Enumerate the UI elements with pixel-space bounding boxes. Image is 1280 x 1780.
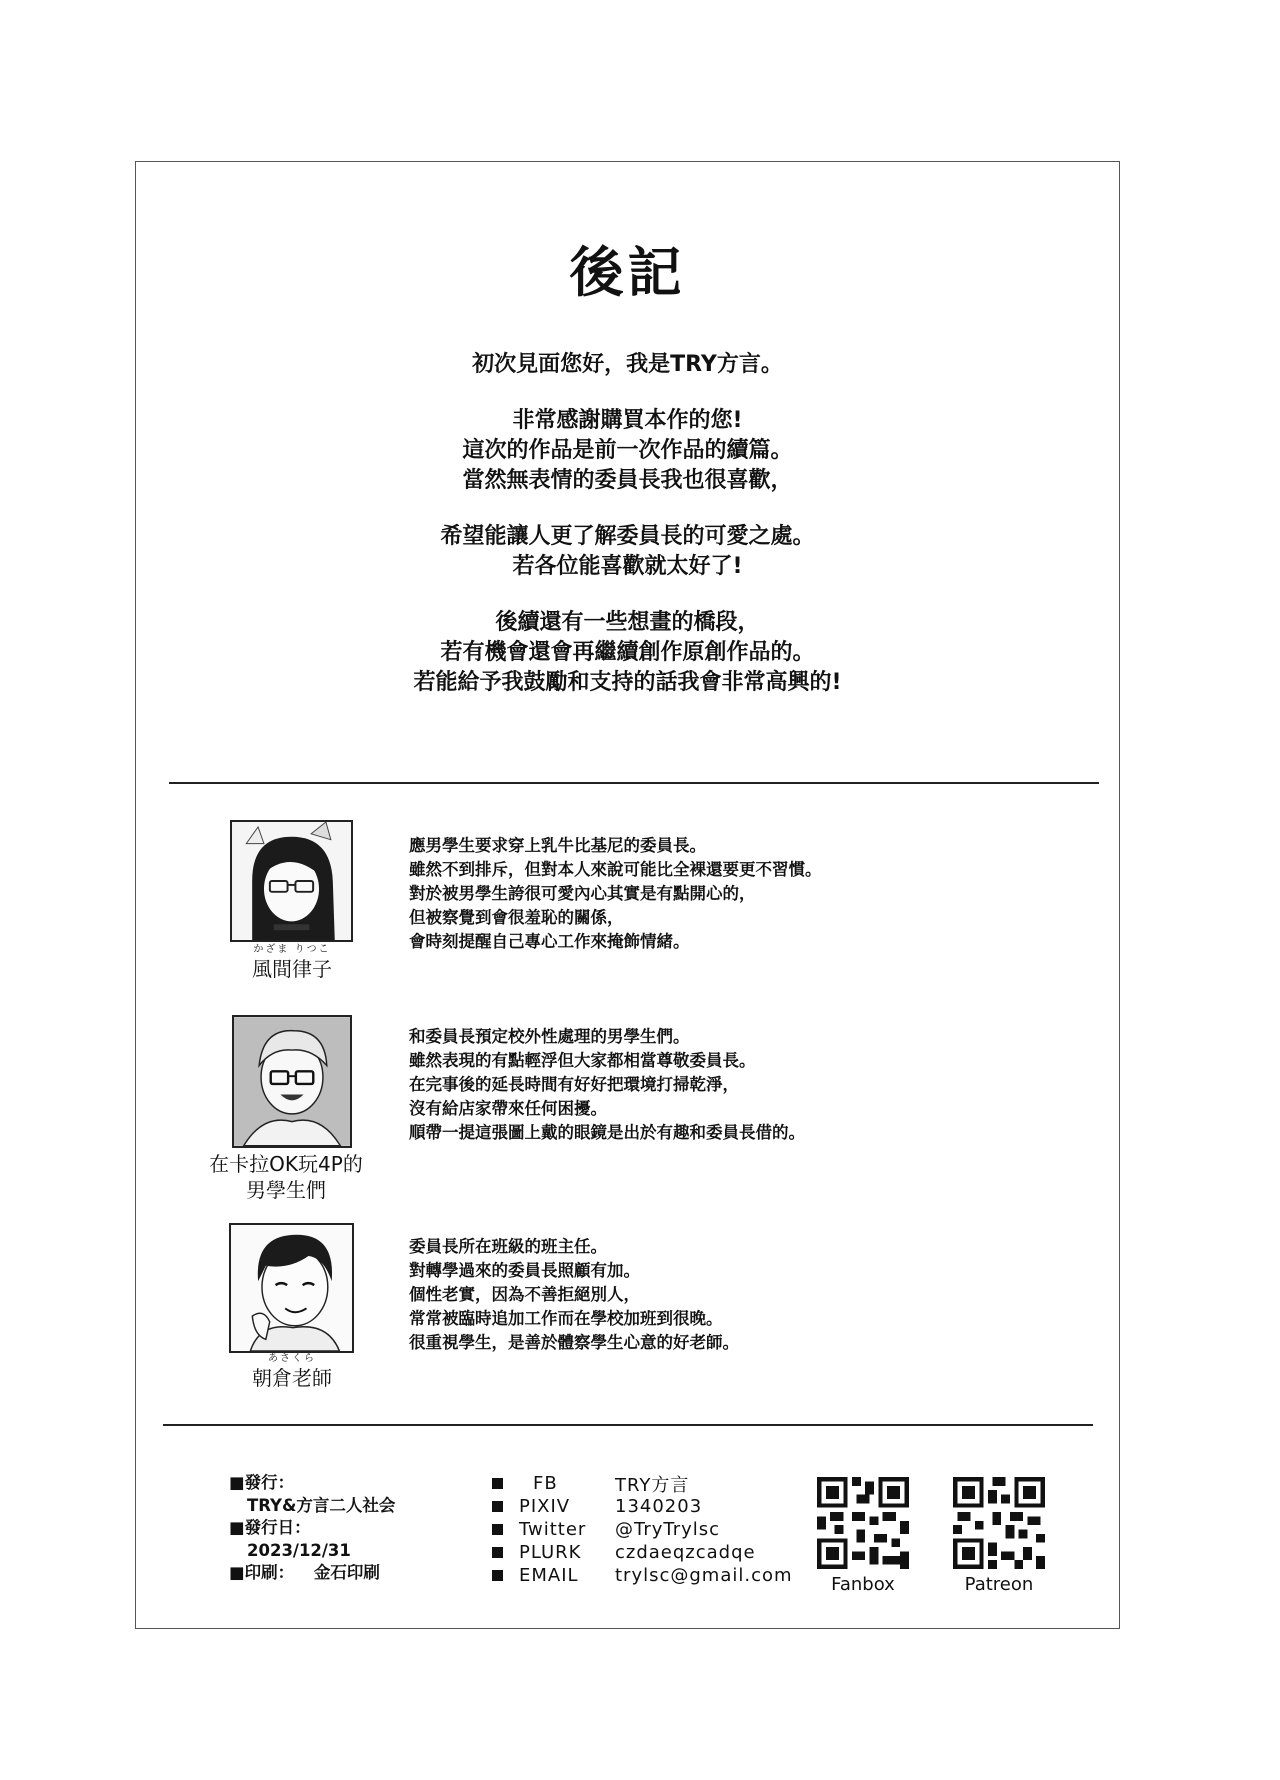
link-value[interactable]: @TryTrylsc <box>615 1519 721 1540</box>
intro-line: 若各位能喜歡就太好了! <box>512 554 743 579</box>
bullet-square-icon <box>492 1547 503 1558</box>
intro-line: 這次的作品是前一次作品的續篇。 <box>462 438 793 463</box>
description-line: 常常被臨時追加工作而在學校加班到很晚。 <box>409 1309 723 1328</box>
description-line: 應男學生要求穿上乳牛比基尼的委員長。 <box>409 836 706 855</box>
date-value: 2023/12/31 <box>247 1540 351 1560</box>
link-key: Twitter <box>519 1519 587 1540</box>
character-ruby: あさくら <box>268 1353 316 1364</box>
intro-line: 當然無表情的委員長我也很喜歡， <box>462 468 793 493</box>
link-row-twitter <box>492 1518 793 1541</box>
colophon <box>229 1472 395 1585</box>
character-name-line: 在卡拉OK玩4P的 <box>209 1152 363 1176</box>
date-label: ■發行日： <box>229 1518 311 1537</box>
description-line: 會時刻提醒自己專心工作來掩飾情緒。 <box>409 932 690 951</box>
character-name-line: 朝倉老師 <box>252 1366 332 1390</box>
intro-line: 若有機會還會再繼續創作原創作品的。 <box>440 640 815 665</box>
intro-line: 非常感謝購買本作的您! <box>512 408 743 433</box>
print-line <box>229 1562 395 1585</box>
publisher-value: TRY&方言二人社会 <box>247 1495 396 1515</box>
description-line: 委員長所在班級的班主任。 <box>409 1237 607 1256</box>
divider <box>163 1424 1093 1426</box>
link-row-fb <box>492 1472 793 1495</box>
intro-line: 若能給予我鼓勵和支持的話我會非常高興的! <box>413 670 842 695</box>
link-value[interactable]: trylsc@gmail.com <box>615 1565 793 1586</box>
bullet-square-icon <box>492 1478 503 1489</box>
description-line: 但被察覺到會很羞恥的關係， <box>409 908 624 927</box>
description-line: 雖然表現的有點輕浮但大家都相當尊敬委員長。 <box>409 1051 756 1070</box>
intro-paragraph <box>136 608 1119 698</box>
bullet-square-icon <box>492 1524 503 1535</box>
bullet-square-icon <box>492 1570 503 1581</box>
character-name-line: 風間律子 <box>252 957 332 981</box>
intro-line: 後續還有一些想畫的橋段， <box>495 610 760 635</box>
intro-paragraph <box>136 522 1119 582</box>
link-value[interactable]: TRY方言 <box>615 1474 690 1496</box>
description-line: 雖然不到排斥，但對本人來說可能比全裸還要更不習慣。 <box>409 860 822 879</box>
link-key: FB <box>533 1473 558 1494</box>
intro-text <box>136 350 1119 724</box>
description-line: 對於被男學生誇很可愛內心其實是有點開心的， <box>409 884 756 903</box>
description-line: 沒有給店家帶來任何困擾。 <box>409 1099 607 1118</box>
page-title: 後記 <box>569 241 686 304</box>
character-description <box>409 1235 739 1355</box>
link-row-pixiv <box>492 1495 793 1518</box>
description-line: 很重視學生，是善於體察學生心意的好老師。 <box>409 1333 739 1352</box>
character-portrait-kazama <box>230 820 353 942</box>
description-line: 個性老實，因為不善拒絕別人， <box>409 1285 640 1304</box>
afterword-page <box>135 161 1120 1629</box>
character-name <box>222 1353 362 1391</box>
qr-label-patreon: Patreon <box>964 1574 1034 1595</box>
publisher-label: ■發行： <box>229 1473 295 1492</box>
link-key: PLURK <box>519 1542 582 1563</box>
qr-code-icon[interactable] <box>953 1477 1045 1569</box>
print-value: 金石印刷 <box>313 1563 380 1582</box>
description-line: 順帶一提這張圖上戴的眼鏡是出於有趣和委員長借的。 <box>409 1123 805 1142</box>
description-line: 對轉學過來的委員長照顧有加。 <box>409 1261 640 1280</box>
character-name <box>222 944 362 982</box>
character-description <box>409 1025 805 1145</box>
contact-links <box>492 1472 793 1587</box>
link-key: EMAIL <box>519 1565 579 1586</box>
character-name <box>196 1151 376 1203</box>
character-name-line: 男學生們 <box>246 1178 326 1202</box>
character-portrait-students <box>232 1015 352 1148</box>
divider <box>169 782 1099 784</box>
qr-label-fanbox: Fanbox <box>831 1574 895 1595</box>
link-key: PIXIV <box>519 1496 571 1517</box>
character-ruby: かざま りつこ <box>253 944 331 955</box>
character-description <box>409 834 822 954</box>
description-line: 在完事後的延長時間有好好把環境打掃乾淨， <box>409 1075 739 1094</box>
link-value[interactable]: 1340203 <box>615 1496 703 1517</box>
print-label: ■印刷： <box>229 1563 295 1582</box>
intro-paragraph <box>136 406 1119 496</box>
intro-line: 初次見面您好，我是TRY方言。 <box>472 352 783 377</box>
link-row-email <box>492 1564 793 1587</box>
intro-line: 希望能讓人更了解委員長的可愛之處。 <box>440 524 815 549</box>
description-line: 和委員長預定校外性處理的男學生們。 <box>409 1027 690 1046</box>
link-value[interactable]: czdaeqzcadqe <box>615 1542 756 1563</box>
intro-paragraph <box>136 350 1119 380</box>
character-portrait-asakura <box>229 1223 354 1353</box>
bullet-square-icon <box>492 1501 503 1512</box>
qr-code-icon[interactable] <box>817 1477 909 1569</box>
link-row-plurk <box>492 1541 793 1564</box>
